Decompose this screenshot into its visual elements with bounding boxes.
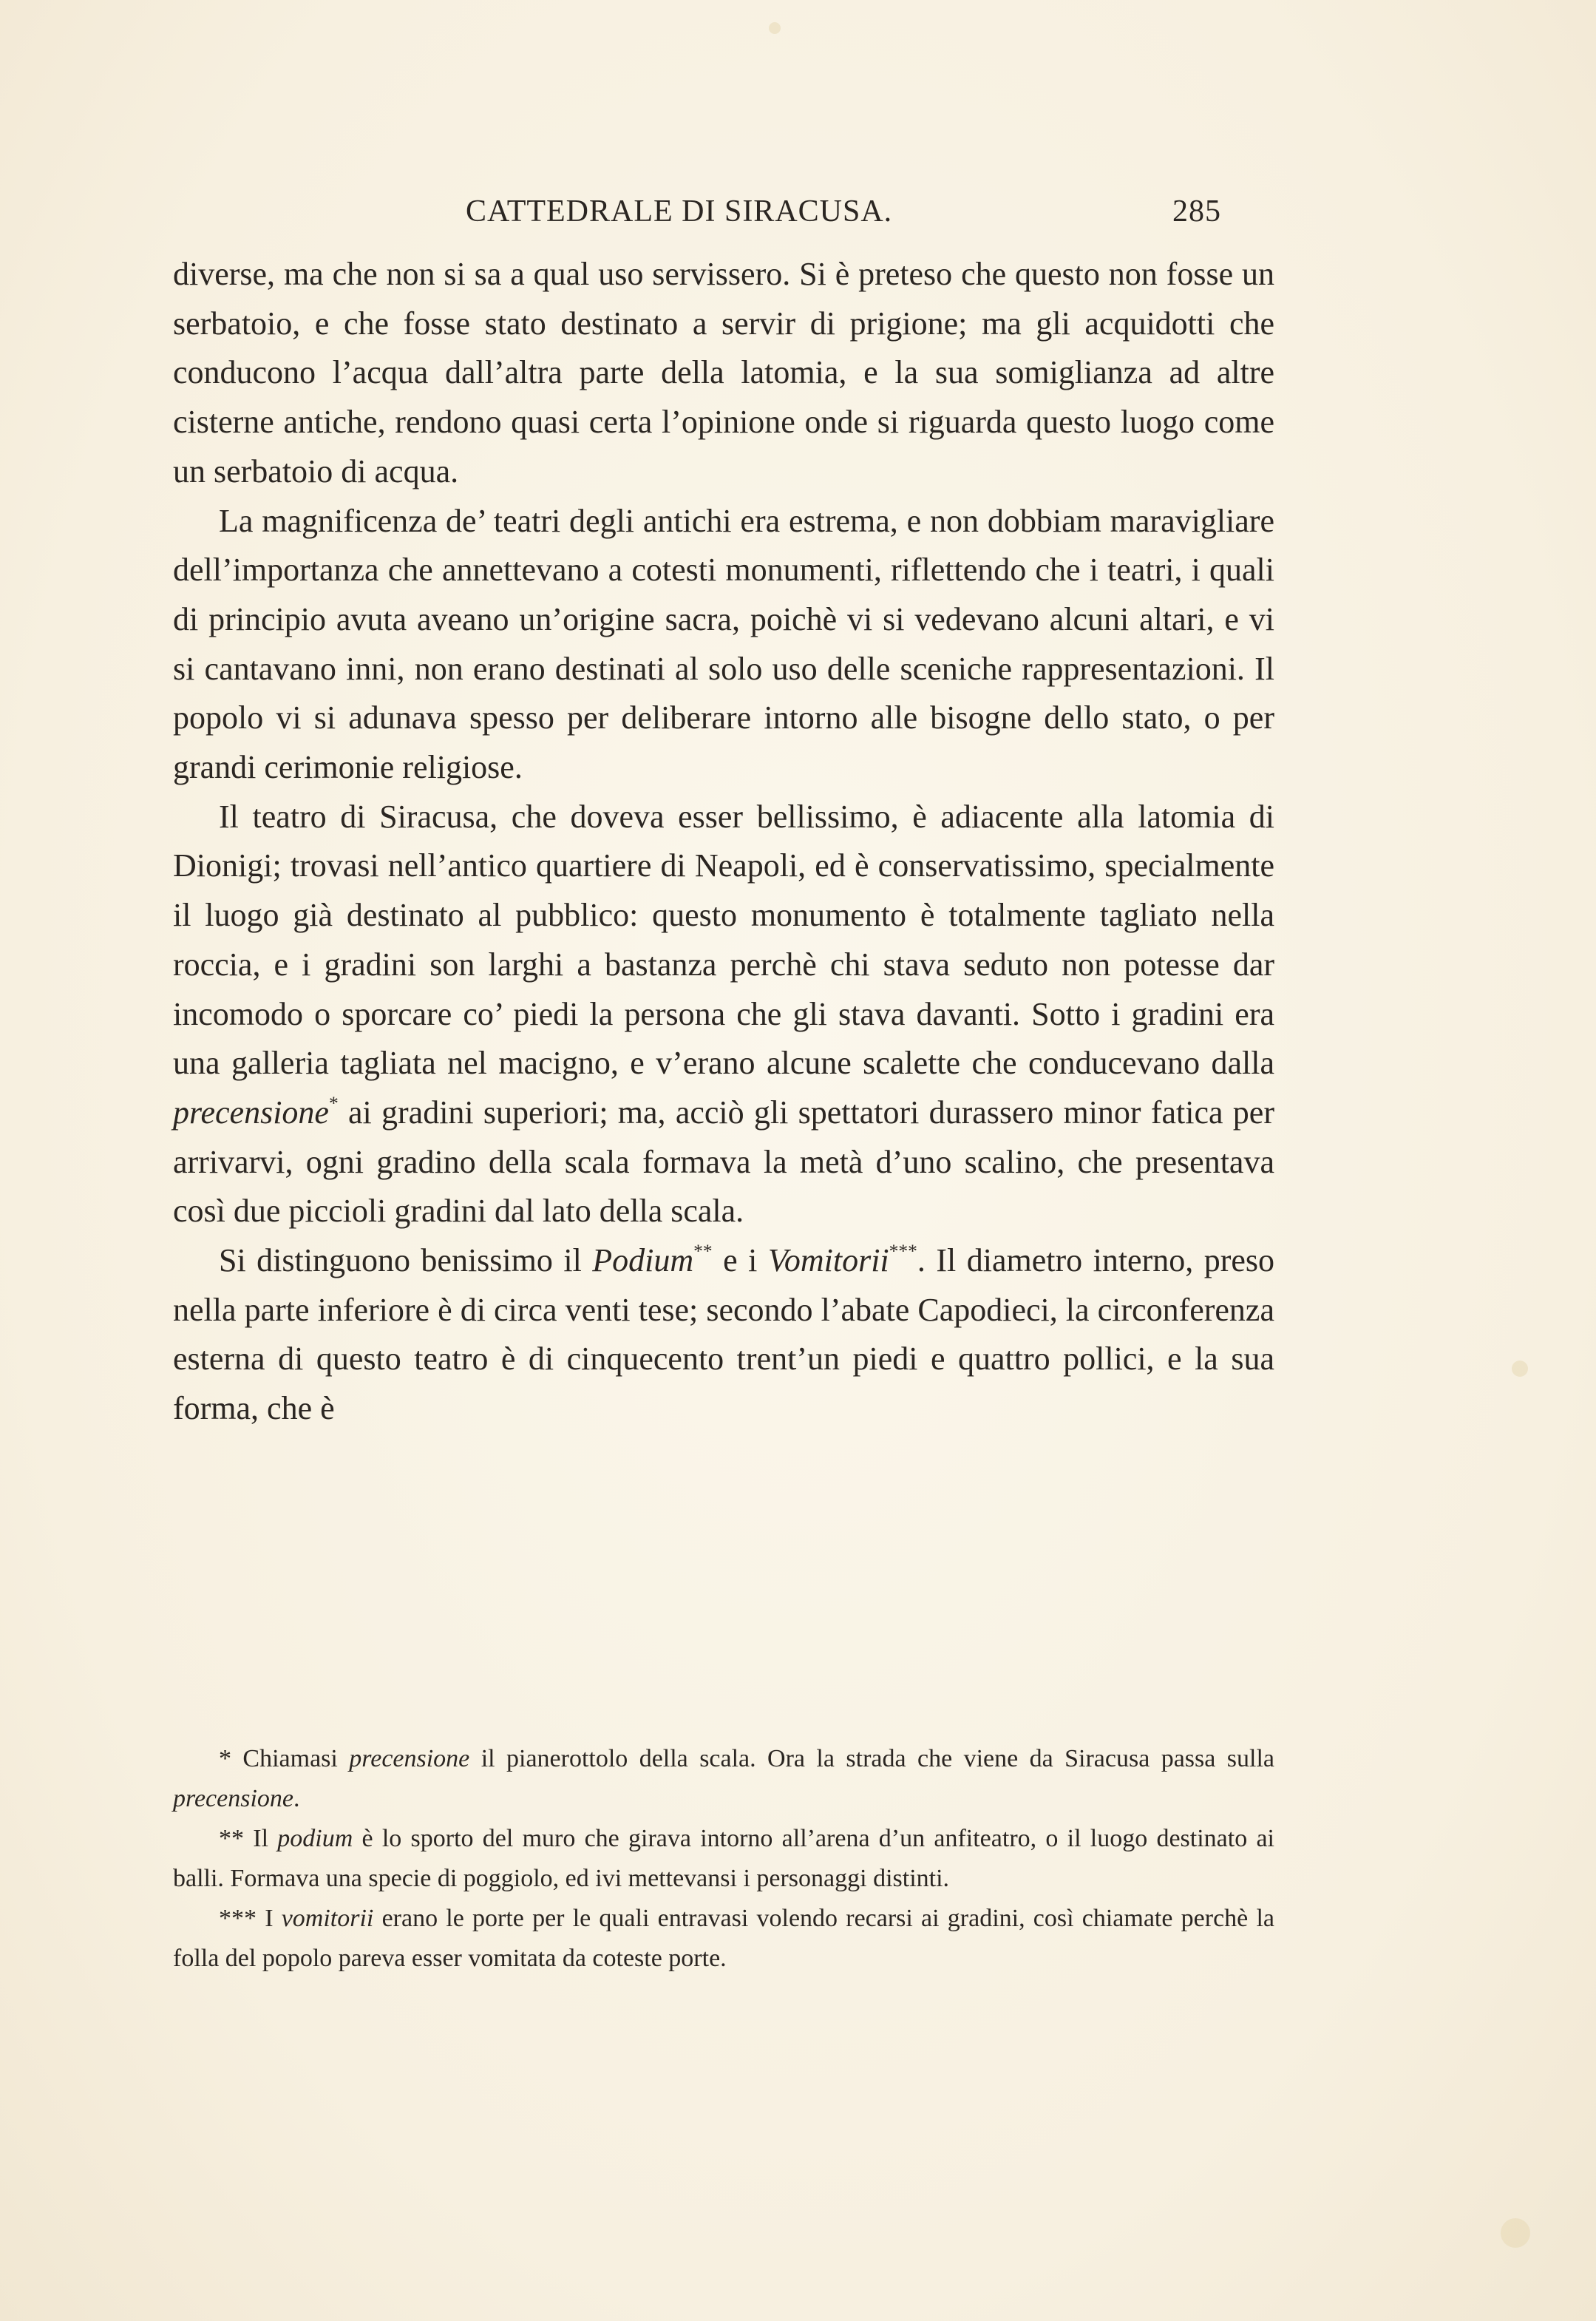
text-run: Il teatro di Siracusa, che doveva esser bellissimo, è adiacente alla latomia di Dionigi; trovasi nell’antico quartiere di Neapoli, ed è conservatissimo, specialmente il luogo già destinato al pubblico: questo monumento è totalmente tagliato nella roccia, e i gradini son larghi a bastanza perchè chi stava seduto non potesse dar incomodo o sporcare co’ piedi la persona che gli stava davanti. Sotto i gradini era una galleria tagliata nel macigno, e v’erano alcune scalette che conducevano dalla	[173, 798, 1274, 1082]
text-run: I	[257, 1905, 282, 1932]
text-run: Si distinguono benissimo il	[219, 1242, 593, 1279]
text-run: .	[293, 1785, 300, 1812]
term-vomitorii: vomitorii	[281, 1905, 374, 1932]
paragraph-podium	[173, 1236, 1274, 1434]
footnote-ref-1: *	[328, 1091, 339, 1114]
term-precensione: precensione	[173, 1094, 329, 1131]
running-title: CATTEDRALE DI SIRACUSA.	[466, 194, 893, 228]
footnote-1	[173, 1739, 1274, 1819]
foxing-spot	[1512, 1361, 1528, 1377]
running-header	[466, 194, 1221, 238]
foxing-spot	[1501, 2218, 1530, 2248]
footnote-mark: **	[219, 1825, 244, 1852]
term-podium: podium	[277, 1825, 353, 1852]
text-run: . Il diametro interno, preso nella parte inferiore è di circa venti tese; secondo l’abate Capodieci, la circonferenza esterna di questo teatro è di cinquecento trent’un piedi e quattro pollici, e la sua forma, che è	[173, 1242, 1274, 1427]
footnote-mark: *	[219, 1745, 231, 1772]
term-precensione: precensione	[173, 1785, 294, 1812]
text-run: erano le porte per le quali entravasi volendo recarsi ai gradini, così chiamate perchè la folla del popolo pareva esser vomitata da coteste porte.	[173, 1905, 1274, 1972]
paragraph-teatro-siracusa	[173, 793, 1274, 1236]
footnote-mark: ***	[219, 1905, 257, 1932]
foxing-spot	[769, 22, 781, 34]
text-run: il pianerottolo della scala. Ora la strada che viene da Siracusa passa sulla	[469, 1745, 1274, 1772]
footnote-2	[173, 1819, 1274, 1899]
footnote-ref-2: **	[693, 1239, 713, 1261]
term-podium: Podium	[592, 1242, 694, 1279]
term-vomitorii: Vomitorii	[767, 1242, 889, 1279]
main-text	[173, 250, 1274, 1434]
text-run: e i	[712, 1242, 768, 1279]
text-run: ai gradini superiori; ma, acciò gli spettatori durassero minor fatica per arrivarvi, ogni gradino della scala formava la metà d’uno scalino, che presentava così due piccioli gradini dal lato della scala.	[173, 1094, 1274, 1230]
footnotes	[173, 1739, 1274, 1979]
paragraph-teatri: La magnificenza de’ teatri degli antichi era estrema, e non dobbiam maravigliare dell’importanza che annettevano a cotesti monumenti, riflettendo che i teatri, i quali di principio avuta aveano un’origine sacra, poichè vi si vedevano alcuni altari, e vi si cantavano inni, non erano destinati al solo uso delle sceniche rappresentazioni. Il popolo vi si adunava spesso per deliberare intorno alle bisogne dello stato, o per grandi cerimonie religiose.	[173, 502, 1274, 786]
footnote-ref-3: ***	[889, 1239, 917, 1261]
paragraph-cisterna: diverse, ma che non si sa a qual uso servissero. Si è preteso che questo non fosse un serbatoio, e che fosse stato destinato a servir di prigione; ma gli acquidotti che conducono l’acqua dall’altra parte della latomia, e la sua somiglianza ad altre cisterne antiche, rendono quasi certa l’opinione onde si riguarda questo luogo come un serbatoio di acqua.	[173, 256, 1274, 489]
page-number: 285	[1172, 194, 1221, 228]
footnote-3	[173, 1899, 1274, 1979]
term-precensione: precensione	[349, 1745, 470, 1772]
text-run: Chiamasi	[231, 1745, 350, 1772]
text-run: è lo sporto del muro che girava intorno all’arena d’un anfiteatro, o il luogo destinato ai balli. Formava una specie di poggiolo, ed ivi mettevansi i personaggi distinti.	[173, 1825, 1274, 1892]
text-run: Il	[244, 1825, 278, 1852]
